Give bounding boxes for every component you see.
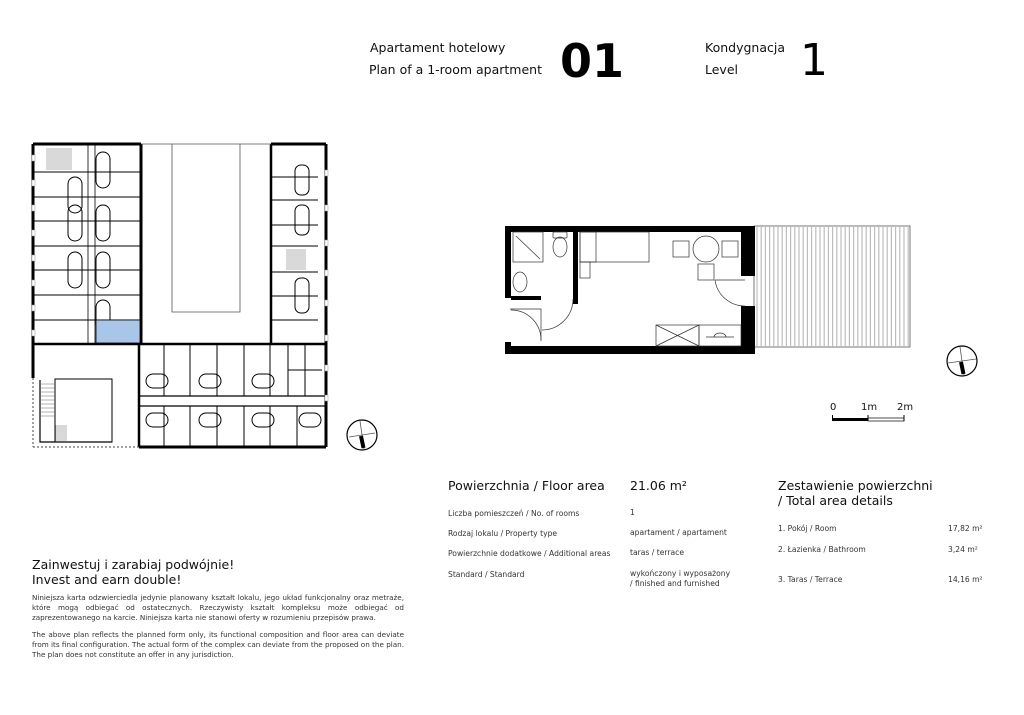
apartment-number: 01 bbox=[560, 34, 625, 88]
additional-areas-value: taras / terrace bbox=[630, 548, 685, 557]
floor-area-value: 21.06 m² bbox=[630, 478, 687, 493]
rooms-value: 1 bbox=[630, 508, 635, 517]
promo-heading bbox=[32, 557, 234, 587]
rooms-label: Liczba pomieszczeń / No. of rooms bbox=[448, 509, 580, 518]
disclaimer bbox=[32, 593, 404, 666]
level-label-pl: Kondygnacja bbox=[705, 40, 785, 55]
property-type-value: apartament / apartament bbox=[630, 528, 727, 537]
scale-bar bbox=[832, 415, 906, 423]
standard-label: Standard / Standard bbox=[448, 570, 525, 579]
terrace-area-value: 14,16 m² bbox=[948, 575, 983, 584]
disclaimer-pl: Niniejsza karta odzwierciedla jedynie planowany kształt lokalu, jego układ funkcjonalny oraz metraże, które mogą odbiegać od ostatecznych. Rzeczywisty kształt kompleksu może odbiegać od zaprezentowanego na karcie. Niniejsza karta nie stanowi oferty w rozumieniu przepisów prawa. bbox=[32, 593, 404, 623]
level-label-en: Level bbox=[705, 62, 738, 77]
total-area-title-line2: / Total area details bbox=[778, 493, 893, 508]
property-type-label: Rodzaj lokalu / Property type bbox=[448, 529, 558, 538]
room-area-value: 17,82 m² bbox=[948, 524, 983, 533]
scale-tick-2m: 2m bbox=[897, 402, 914, 413]
promo-line-pl: Zainwestuj i zarabiaj podwójnie! bbox=[32, 557, 235, 572]
bathroom-area-label: 2. Łazienka / Bathroom bbox=[778, 545, 866, 554]
terrace bbox=[754, 226, 910, 347]
scale-tick-1m: 1m bbox=[861, 402, 878, 413]
standard-value: wykończony i wyposażony bbox=[630, 569, 731, 578]
scale-tick-0: 0 bbox=[830, 402, 837, 413]
standard-value-en: / finished and furnished bbox=[630, 579, 720, 588]
title-en: Plan of a 1-room apartment bbox=[369, 62, 542, 77]
floor-area-title: Powierzchnia / Floor area bbox=[448, 478, 605, 493]
north-arrow-icon bbox=[945, 344, 979, 378]
total-area-title bbox=[778, 478, 933, 508]
promo-line-en: Invest and earn double! bbox=[32, 572, 182, 587]
terrace-area-label: 3. Taras / Terrace bbox=[778, 575, 843, 584]
room-area-label: 1. Pokój / Room bbox=[778, 524, 837, 533]
total-area-title-line1: Zestawienie powierzchni bbox=[778, 478, 933, 493]
title-pl: Apartament hotelowy bbox=[370, 40, 506, 55]
disclaimer-en: The above plan reflects the planned form only, its functional composition and floor area can deviate from its final configuration. The actual form of the complex can deviate from the proposed on the plan. The plan does not constitute an offer in any jurisdiction. bbox=[32, 629, 404, 660]
additional-areas-label: Powierzchnie dodatkowe / Additional areas bbox=[448, 549, 611, 558]
bathroom-area-value: 3,24 m² bbox=[948, 545, 978, 554]
level-number: 1 bbox=[800, 35, 828, 86]
